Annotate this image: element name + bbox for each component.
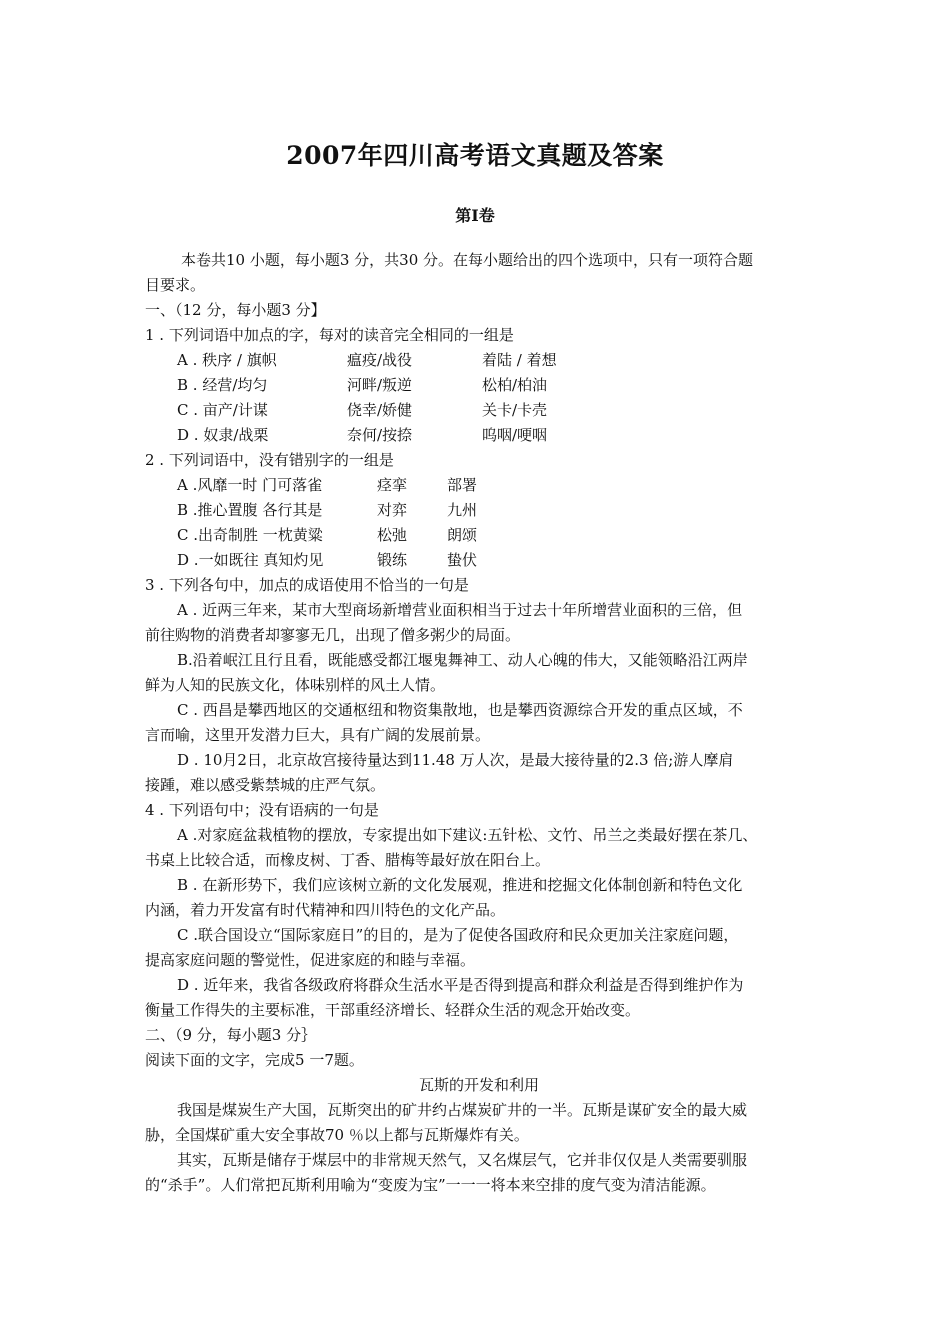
question-3-option-b-line-2: 鲜为人知的民族文化，体味别样的风土人情。 bbox=[145, 676, 446, 694]
option-text: 对弈 bbox=[377, 501, 408, 519]
question-4-option-a-line-2: 书桌上比较合适，而橡皮树、丁香、腊梅等最好放在阳台上。 bbox=[145, 851, 551, 869]
question-4-stem: 4 . 下列语句中；没有语病的一句是 bbox=[145, 801, 379, 819]
option-text: C .出奇制胜 一枕黄粱 bbox=[177, 526, 323, 544]
question-4-option-c-line-2: 提高家庭问题的警觉性，促进家庭的和睦与幸福。 bbox=[145, 951, 476, 969]
question-3-option-b-line-1: B.沿着岷江且行且看，既能感受都江堰鬼舞神工、动人心魄的伟大，又能领略沿江两岸 bbox=[177, 651, 748, 669]
option-text: 着陆 / 着想 bbox=[482, 351, 557, 369]
question-1-stem: 1 . 下列词语中加点的字，每对的读音完全相同的一组是 bbox=[145, 326, 514, 344]
question-1-option-d bbox=[145, 423, 813, 448]
document-title: 2007年四川高考语文真题及答案 bbox=[286, 141, 664, 170]
article-paragraph-1-line-2: 胁，全国煤矿重大安全事故70 ％以上都与瓦斯爆炸有关。 bbox=[145, 1126, 529, 1144]
article-paragraph-1-line-1: 我国是煤炭生产大国，瓦斯突出的矿井约占煤炭矿井的一半。瓦斯是谋矿安全的最大威 bbox=[177, 1101, 748, 1119]
option-text: 锻练 bbox=[377, 551, 408, 569]
question-3-option-d-line-2: 接踵，难以感受紫禁城的庄严气氛。 bbox=[145, 776, 386, 794]
option-text: D .一如既往 真知灼见 bbox=[177, 551, 324, 569]
option-text: 呜咽/哽咽 bbox=[482, 426, 548, 444]
question-4-option-d-line-2: 衡量工作得失的主要标准，干部重经济增长、轻群众生活的观念开始改变。 bbox=[145, 1001, 641, 1019]
option-text: 部署 bbox=[447, 476, 478, 494]
question-2-option-b bbox=[145, 498, 813, 523]
intro-line-2: 目要求。 bbox=[145, 276, 206, 294]
question-3-option-c-line-2: 言而喻，这里开发潜力巨大，具有广阔的发展前景。 bbox=[145, 726, 491, 744]
option-text: A .风靡一时 门可落雀 bbox=[177, 476, 323, 494]
section-two-heading: 二、（9 分，每小题3 分｝ bbox=[145, 1026, 317, 1044]
article-paragraph-2-line-2: 的“杀手”。人们常把瓦斯利用喻为“变废为宝”一一一将本来空排的度气变为清洁能源。 bbox=[145, 1176, 716, 1194]
question-1-option-b bbox=[145, 373, 813, 398]
option-text: 奈何/按捺 bbox=[347, 426, 413, 444]
question-1-option-c bbox=[145, 398, 813, 423]
question-2-option-a bbox=[145, 473, 813, 498]
question-3-option-a-line-1: A . 近两三年来，某市大型商场新增营业面积相当于过去十年所增营业面积的三倍，但 bbox=[177, 601, 743, 619]
reading-instruction: 阅读下面的文字，完成5 一7题。 bbox=[145, 1051, 364, 1069]
question-4-option-b-line-2: 内涵，着力开发富有时代精神和四川特色的文化产品。 bbox=[145, 901, 506, 919]
option-text: 瘟疫/战役 bbox=[347, 351, 413, 369]
option-text: 关卡/卡壳 bbox=[482, 401, 548, 419]
question-4-option-a-line-1: A .对家庭盆栽植物的摆放，专家提出如下建议:五针松、文竹、吊兰之类最好摆在茶几、 bbox=[177, 826, 758, 844]
question-3-stem: 3 . 下列各句中，加点的成语使用不恰当的一句是 bbox=[145, 576, 469, 594]
question-4-option-d-line-1: D . 近年来，我省各级政府将群众生活水平是否得到提高和群众利益是否得到维护作为 bbox=[177, 976, 744, 994]
option-text: 朗颂 bbox=[447, 526, 478, 544]
option-text: C . 亩产/计谋 bbox=[177, 401, 268, 419]
question-4-option-c-line-1: C .联合国设立“国际家庭日”的目的，是为了促使各国政府和民众更加关注家庭问题， bbox=[177, 926, 739, 944]
option-text: 河畔/叛逆 bbox=[347, 376, 413, 394]
option-text: 九州 bbox=[447, 501, 478, 519]
question-2-stem: 2 . 下列词语中，没有错别字的一组是 bbox=[145, 451, 394, 469]
question-4-option-b-line-1: B . 在新形势下，我们应该树立新的文化发展观，推进和挖掘文化体制创新和特色文化 bbox=[177, 876, 743, 894]
option-text: 松弛 bbox=[377, 526, 408, 544]
option-text: B . 经营/均匀 bbox=[177, 376, 268, 394]
volume-heading: 第Ⅰ卷 bbox=[455, 206, 495, 225]
question-3-option-c-line-1: C . 西昌是攀西地区的交通枢纽和物资集散地，也是攀西资源综合开发的重点区域，不 bbox=[177, 701, 743, 719]
question-2-option-d bbox=[145, 548, 813, 573]
option-text: B .推心置腹 各行其是 bbox=[177, 501, 323, 519]
document-body bbox=[145, 248, 813, 1198]
article-paragraph-2-line-1: 其实，瓦斯是储存于煤层中的非常规天然气，又名煤层气，它并非仅仅是人类需要驯服 bbox=[177, 1151, 748, 1169]
question-3-option-d-line-1: D . 10月2日，北京故宫接待量达到11.48 万人次，是最大接待量的2.3 倍;游人摩肩 bbox=[177, 751, 734, 769]
question-1-option-a bbox=[145, 348, 813, 373]
section-one-heading: 一、（12 分，每小题3 分】 bbox=[145, 301, 326, 319]
option-text: 侥幸/娇健 bbox=[347, 401, 413, 419]
option-text: A . 秩序 / 旗帜 bbox=[177, 351, 277, 369]
question-3-option-a-line-2: 前往购物的消费者却寥寥无几，出现了僧多粥少的局面。 bbox=[145, 626, 521, 644]
question-2-option-c bbox=[145, 523, 813, 548]
intro-line-1: 本卷共10 小题，每小题3 分，共30 分。在每小题给出的四个选项中，只有一项符合题 bbox=[181, 251, 754, 269]
article-title: 瓦斯的开发和利用 bbox=[418, 1076, 539, 1094]
option-text: 松柏/柏油 bbox=[482, 376, 548, 394]
option-text: 痉挛 bbox=[377, 476, 408, 494]
option-text: D . 奴隶/战栗 bbox=[177, 426, 269, 444]
option-text: 蛰伏 bbox=[447, 551, 478, 569]
